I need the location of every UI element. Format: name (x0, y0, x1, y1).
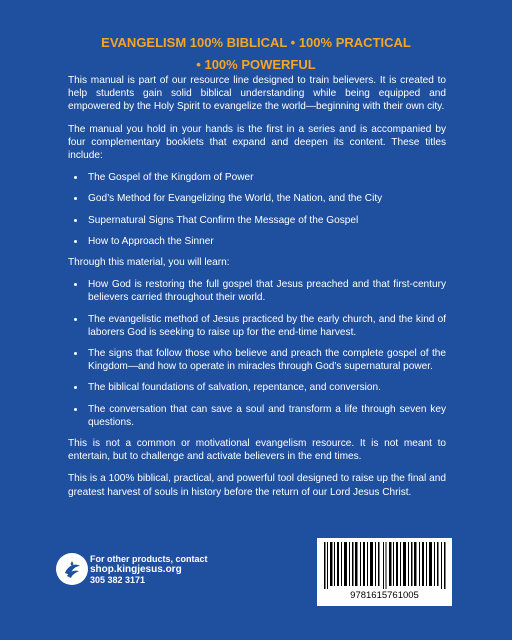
back-cover-body (68, 74, 446, 508)
learn-item: The signs that follow those who believe and preach the complete gospel of the Kingdom—and how to operate in miracles through God’s supernatural power. (68, 347, 446, 373)
title-item: God’s Method for Evangelizing the World, the Nation, and the City (68, 192, 446, 205)
learn-item: The biblical foundations of salvation, repentance, and conversion. (68, 381, 446, 394)
titles-list (68, 171, 446, 248)
back-cover-heading (40, 32, 472, 76)
contact-text (90, 554, 208, 586)
closing-paragraph-1: This is not a common or motivational evangelism resource. It is not meant to entertain, but to challenge and activate believers in the end times. (68, 438, 446, 463)
contact-block (56, 553, 256, 587)
heading-line-2: • 100% POWERFUL (196, 57, 316, 72)
phone-number: 305 382 3171 (90, 575, 146, 585)
closing-paragraph-2: This is a 100% biblical, practical, and powerful tool designed to raise up the final and greatest harvest of souls in history before the return of our Lord Jesus Christ. (68, 473, 446, 498)
intro-paragraph: This manual is part of our resource line designed to train believers. It is created to help students gain solid biblical understanding while being equipped and empowered by the Holy Spirit to evangelize the world—beginning with their own city. (68, 75, 446, 113)
title-item: Supernatural Signs That Confirm the Message of the Gospel (68, 214, 446, 227)
ministry-logo-icon (56, 553, 88, 585)
isbn-number: 9781615761005 (350, 590, 419, 601)
barcode-icon (322, 542, 447, 589)
learn-item: The conversation that can save a soul and transform a life through seven key questions. (68, 403, 446, 429)
barcode (317, 538, 452, 606)
title-item: How to Approach the Sinner (68, 235, 446, 248)
contact-line: For other products, contact (90, 554, 208, 564)
heading-line-1: EVANGELISM 100% BIBLICAL • 100% PRACTICAL (101, 35, 411, 50)
learn-intro: Through this material, you will learn: (68, 257, 230, 269)
website-link[interactable]: shop.kingjesus.org (90, 563, 182, 575)
series-paragraph: The manual you hold in your hands is the first in a series and is accompanied by four complementary booklets that expand and deepen its content. These titles include: (68, 123, 446, 162)
learn-item: The evangelistic method of Jesus practiced by the early church, and the kind of laborers God is seeking to raise up for the end-time harvest. (68, 313, 446, 339)
learn-item: How God is restoring the full gospel that Jesus preached and that first-century believers carried throughout their world. (68, 278, 446, 304)
title-item: The Gospel of the Kingdom of Power (68, 171, 446, 184)
learn-list (68, 278, 446, 429)
